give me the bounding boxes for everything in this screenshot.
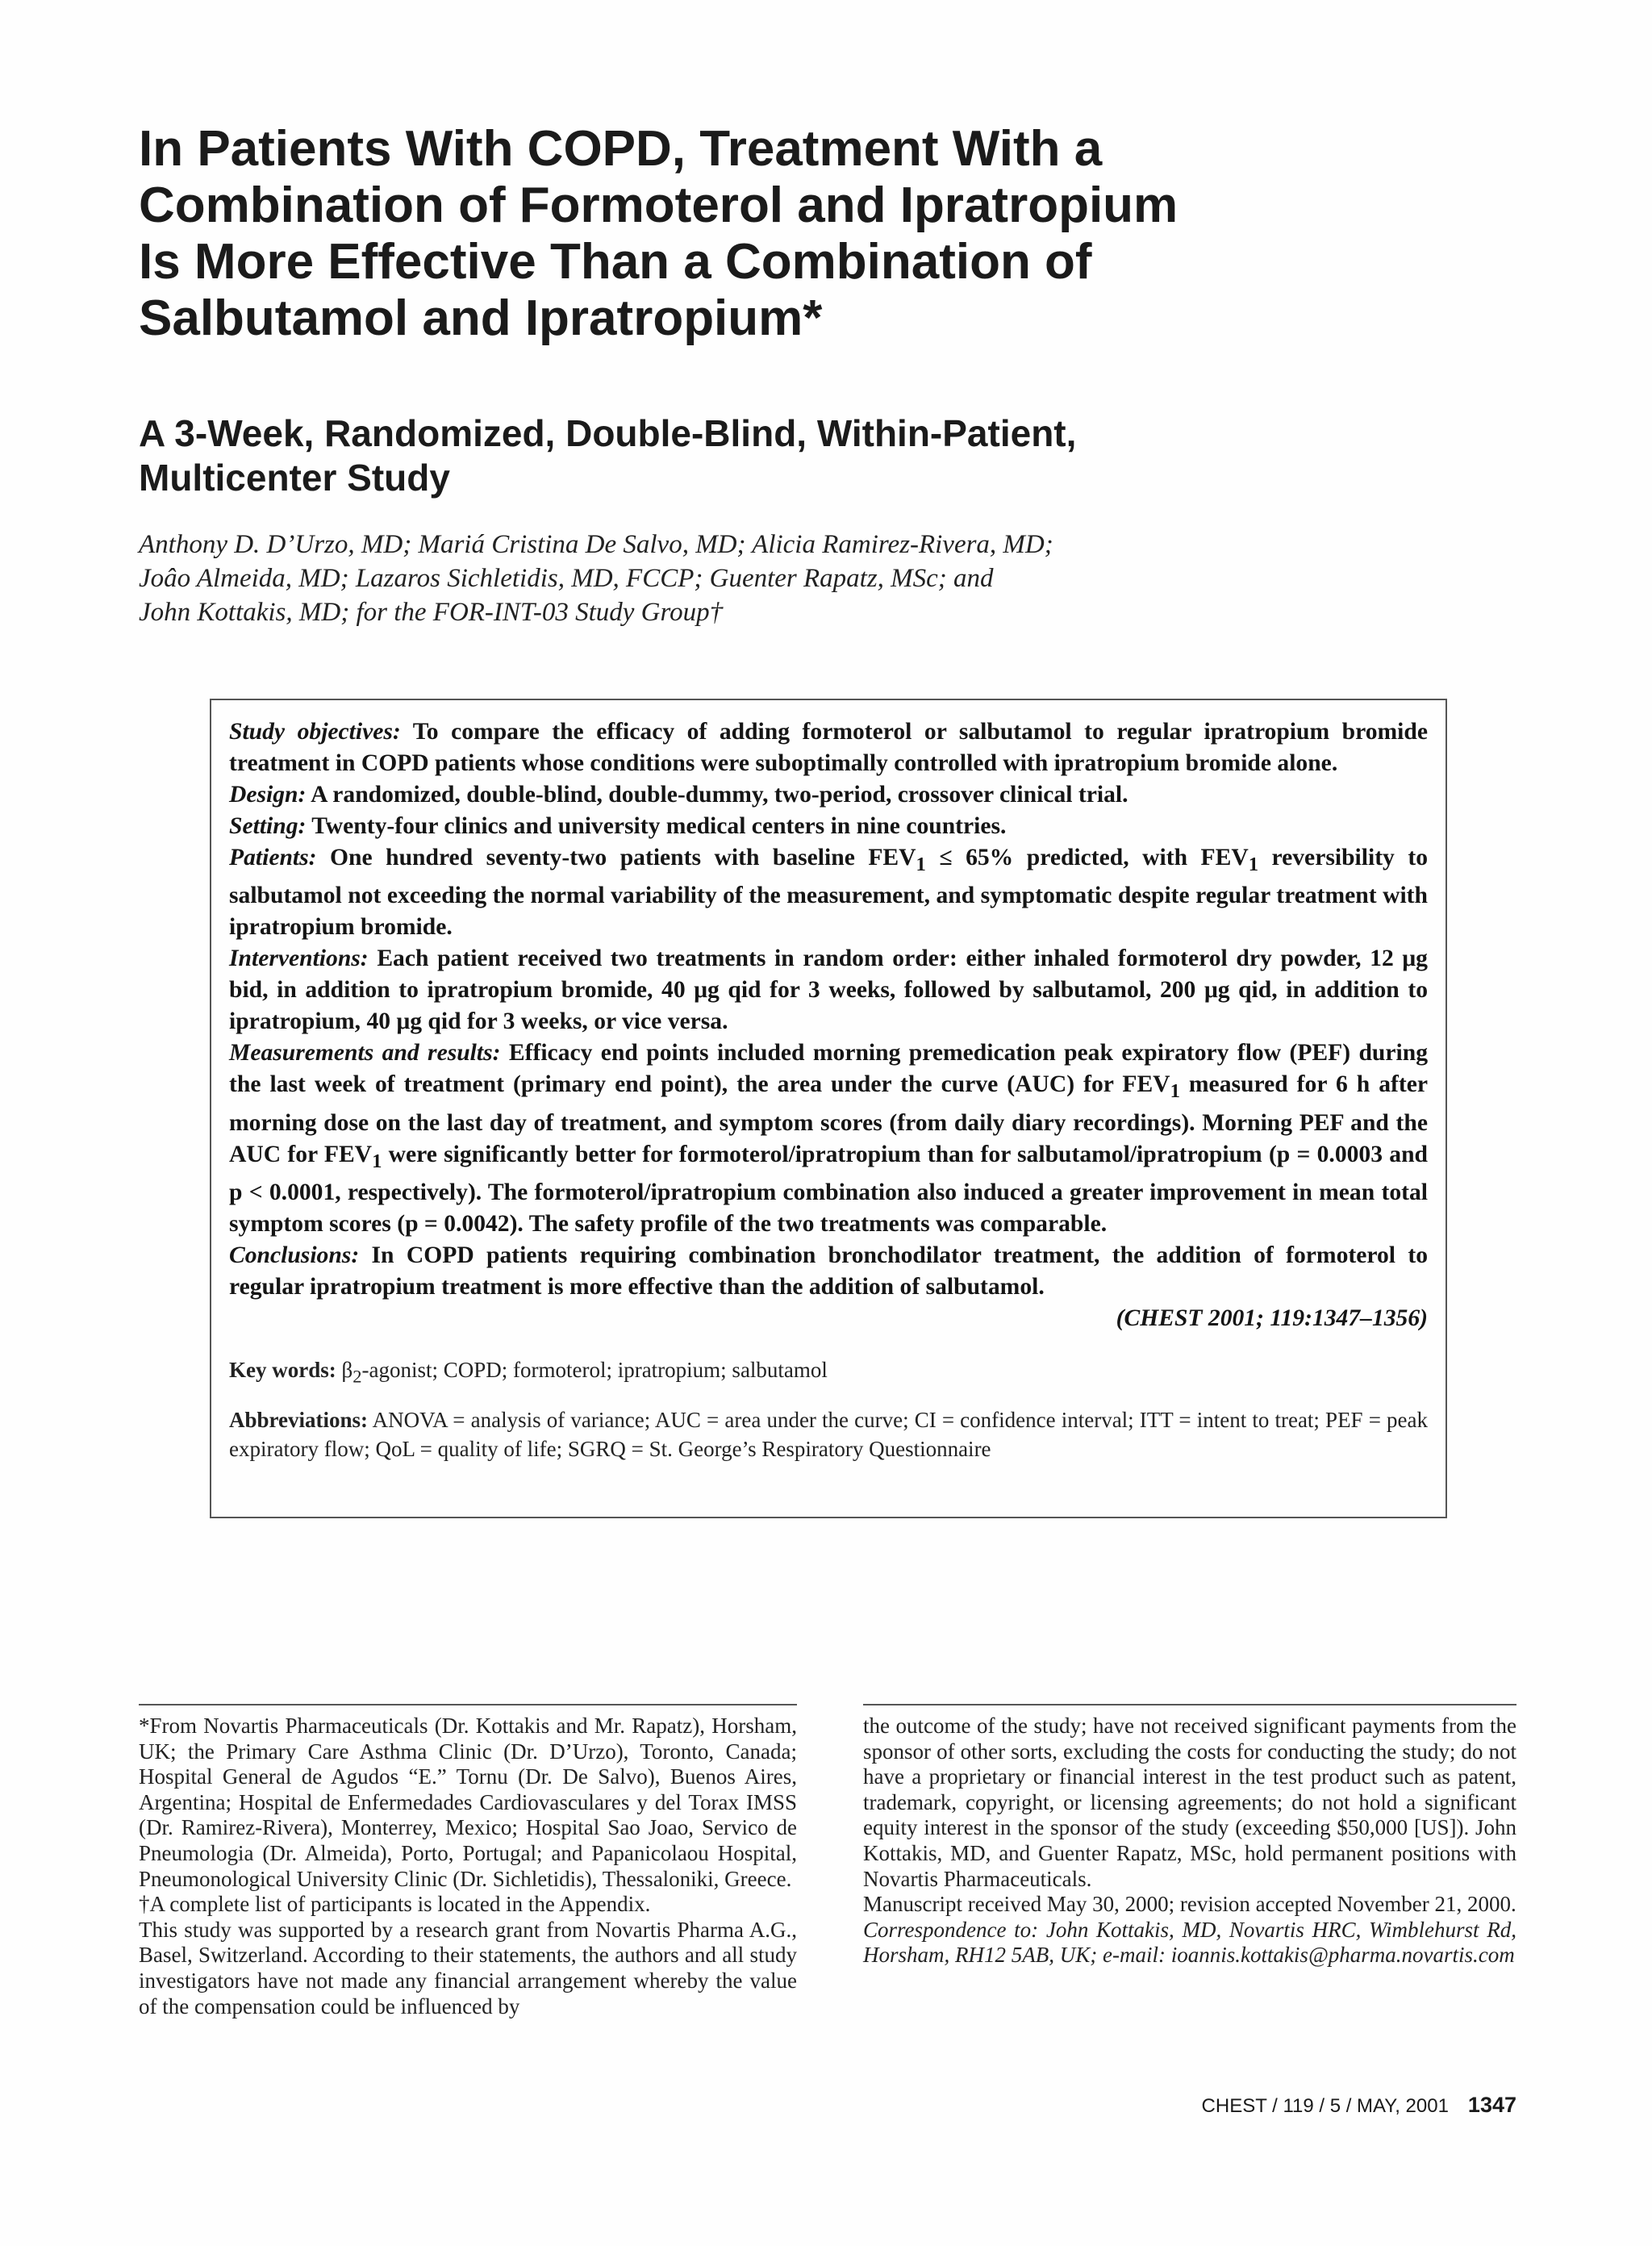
abstract-setting	[229, 811, 1428, 842]
section-text: ≤ 65% predicted, with FEV	[925, 844, 1249, 870]
abstract-design	[229, 779, 1428, 811]
abbreviations	[229, 1405, 1428, 1463]
section-text: In COPD patients requiring combination bronchodilator treatment, the addition of formoterol to regular ipratropium treatment is more effective than the addition of salbutamol.	[229, 1242, 1428, 1300]
affiliations-footnote: *From Novartis Pharmaceuticals (Dr. Kottakis and Mr. Rapatz), Horsham, UK; the Primary Care Asthma Clinic (Dr. D’Urzo), Toronto, Canada; Hospital General de Agudos “E.” Tornu (Dr. De Salvo), Buenos Aires, Argentina; Hospital de Enfermedades Cardiovasculares y del Torax IMSS (Dr. Ramirez-Rivera), Monterrey, Mexico; Hospital Sao Joao, Servico de Pneumologia (Dr. Almeida), Porto, Portugal; and Papanicolaou Hospital, Pneumonological University Clinic (Dr. Sichletidis), Thessaloniki, Greece.	[139, 1714, 797, 1891]
section-label: Study objectives:	[229, 719, 401, 745]
subscript: 1	[1248, 853, 1259, 875]
correspondence: Correspondence to: John Kottakis, MD, Novartis HRC, Wimblehurst Rd, Horsham, RH12 5AB, UK; e-mail: ioannis.kottakis@pharma.novartis.com	[863, 1917, 1516, 1968]
section-text: Efficacy end points included morning premedication peak expiratory flow (PEF) during the last week of treatment (primary end point), the area under the curve (AUC) for FEV	[229, 1039, 1428, 1097]
journal-citation: (CHEST 2001; 119:1347–1356)	[1116, 1305, 1428, 1332]
section-label: Design:	[229, 781, 307, 808]
footnote-divider	[139, 1704, 797, 1705]
participants-footnote: †A complete list of participants is located in the Appendix.	[139, 1892, 651, 1917]
abbreviations-text: ANOVA = analysis of variance; AUC = area under the curve; CI = confidence interval; ITT = intent to treat; PEF = peak expiratory flow; QoL = quality of life; SGRQ = St. George’s Respiratory Questionnaire	[229, 1408, 1428, 1462]
subscript: 1	[916, 853, 926, 875]
section-text: were significantly better for formoterol/ipratropium than for salbutamol/ipratropium (p = 0.0003 and p < 0.0001, respectively). The formoterol/ipratropium combination also induced a greater improvement in mean total symptom scores (p = 0.0042). The safety profile of the two treatments was comparable.	[229, 1141, 1428, 1238]
abstract-objectives	[229, 716, 1428, 779]
abbreviations-label: Abbreviations:	[229, 1408, 369, 1433]
section-label: Patients:	[229, 844, 317, 870]
page-number: 1347	[1467, 2093, 1516, 2117]
author-line: John Kottakis, MD; for the FOR-INT-03 Study Group†	[139, 598, 724, 627]
abstract-measurements	[229, 1037, 1428, 1240]
article-subtitle: A 3-Week, Randomized, Double-Blind, Within-Patient, Multicenter Study	[139, 412, 1077, 499]
abstract-body	[229, 716, 1428, 1334]
section-text: One hundred seventy-two patients with baseline FEV	[330, 844, 916, 870]
section-text: To compare the efficacy of adding formoterol or salbutamol to regular ipratropium bromide treatment in COPD patients whose conditions were suboptimally controlled with ipratropium bromide alone.	[229, 719, 1428, 776]
manuscript-dates: Manuscript received May 30, 2000; revision accepted November 21, 2000.	[863, 1892, 1516, 1917]
beta-symbol: β	[341, 1357, 353, 1382]
keywords-label: Key words:	[229, 1357, 336, 1382]
section-label: Interventions:	[229, 946, 369, 972]
author-line: Joâo Almeida, MD; Lazaros Sichletidis, MD, FCCP; Guenter Rapatz, MSc; and	[139, 564, 994, 593]
section-text: A randomized, double-blind, double-dummy, two-period, crossover clinical trial.	[311, 781, 1128, 808]
funding-footnote-continued: the outcome of the study; have not received significant payments from the sponsor of other sorts, excluding the costs for conducting the study; do not have a proprietary or financial interest in the test product such as patent, trademark, copyright, or licensing agreements; do not hold a significant equity interest in the sponsor of the study (exceeding $50,000 [US]). John Kottakis, MD, and Guenter Rapatz, MSc, hold permanent positions with Novartis Pharmaceuticals.	[863, 1714, 1516, 1891]
keywords-text: -agonist; COPD; formoterol; ipratropium; salbutamol	[361, 1357, 828, 1382]
subscript: 1	[1170, 1079, 1180, 1102]
keywords	[229, 1355, 1428, 1391]
footnotes-left-column	[139, 1714, 797, 2019]
journal-issue: CHEST / 119 / 5 / MAY, 2001	[1201, 2095, 1449, 2117]
footnote-divider	[863, 1704, 1516, 1705]
section-text: reversibility to salbutamol not exceeding the normal variability of the measurement, and symptomatic despite regular treatment with ipratropium bromide.	[229, 844, 1428, 941]
article-title: In Patients With COPD, Treatment With a Combination of Formoterol and Ipratropium Is More Effective Than a Combination of Salbutamol and Ipratropium*	[139, 121, 1179, 346]
footnotes-right-column	[863, 1714, 1516, 1968]
author-list	[139, 528, 1228, 629]
author-line: Anthony D. D’Urzo, MD; Mariá Cristina De Salvo, MD; Alicia Ramirez-Rivera, MD;	[139, 530, 1053, 559]
abstract-patients	[229, 842, 1428, 944]
abstract-interventions	[229, 943, 1428, 1037]
abstract-box	[210, 699, 1447, 1518]
funding-footnote: This study was supported by a research grant from Novartis Pharma A.G., Basel, Switzerland. According to their statements, the authors and all study investigators have not made any financial arrangement whereby the value of the compensation could be influenced by	[139, 1917, 797, 2018]
section-text: measured for 6 h after morning dose on the last day of treatment, and symptom scores (from daily diary recordings). Morning PEF and the AUC for FEV	[229, 1071, 1428, 1167]
section-text: Each patient received two treatments in random order: either inhaled formoterol dry powder, 12 μg bid, in addition to ipratropium bromide, 40 μg qid for 3 weeks, followed by salbutamol, 200 μg qid, in addition to ipratropium, 40 μg qid for 3 weeks, or vice versa.	[229, 946, 1428, 1035]
subscript: 2	[353, 1366, 362, 1387]
section-label: Setting:	[229, 812, 307, 839]
section-text: Twenty-four clinics and university medical centers in nine countries.	[311, 812, 1007, 839]
page-footer	[968, 2093, 1516, 2118]
abstract-conclusions	[229, 1240, 1428, 1303]
section-label: Measurements and results:	[229, 1039, 501, 1066]
section-label: Conclusions:	[229, 1242, 360, 1269]
subscript: 1	[372, 1150, 382, 1172]
